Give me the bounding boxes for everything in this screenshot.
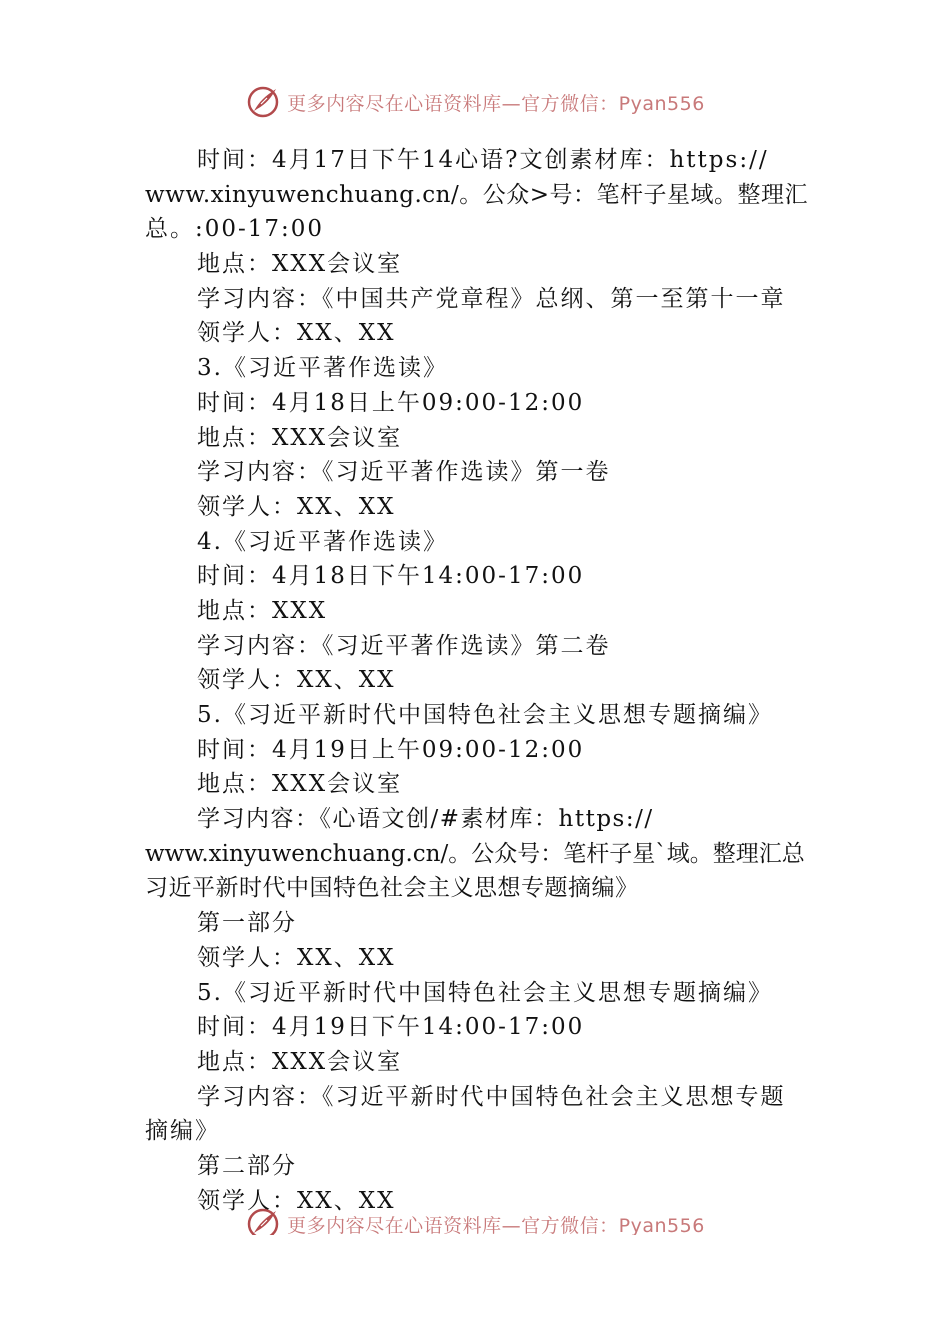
quill-circle-logo-icon <box>245 1206 281 1235</box>
paragraph-line: 总。:00-17:00 <box>145 216 325 243</box>
paragraph-line: 摘编》 <box>145 1118 220 1145</box>
section-heading: 5.《习近平新时代中国特色社会主义思想专题摘编》 <box>197 979 773 1006</box>
paragraph-line: 领学人：XX、XX <box>197 667 396 694</box>
paragraph-line: 领学人：XX、XX <box>197 1187 396 1214</box>
paragraph-line: 时间：4月19日上午09:00-12:00 <box>197 736 585 763</box>
paragraph-line: 学习内容：《中国共产党章程》总纲、第一至第十一章 <box>197 285 786 312</box>
paragraph-line: 学习内容：《习近平著作选读》第二卷 <box>197 632 611 659</box>
paragraph-line: www.xinyuwenchuang.cn/。公众>号：笔杆子星域。整理汇 <box>145 181 808 208</box>
paragraph-line: 地点：XXX会议室 <box>197 771 403 798</box>
paragraph-line: 地点：XXX会议室 <box>197 1048 403 1075</box>
paragraph-line: 学习内容：《习近平著作选读》第一卷 <box>197 459 611 486</box>
paragraph-line: 领学人：XX、XX <box>197 493 396 520</box>
paragraph-line: 第二部分 <box>197 1152 297 1179</box>
paragraph-line: 地点：XXX <box>197 597 328 624</box>
section-heading: 4.《习近平著作选读》 <box>197 528 448 555</box>
section-heading: 5.《习近平新时代中国特色社会主义思想专题摘编》 <box>197 702 773 728</box>
paragraph-line: 时间：4月18日下午14:00-17:00 <box>197 563 585 590</box>
paragraph-line: 领学人：XX、XX <box>197 320 396 347</box>
paragraph-line: 习近平新时代中国特色社会主义思想专题摘编》 <box>145 875 639 902</box>
section-heading: 3.《习近平著作选读》 <box>197 355 448 382</box>
paragraph-line: 学习内容：《习近平新时代中国特色社会主义思想专题 <box>197 1083 786 1110</box>
quill-circle-logo-icon <box>245 84 281 120</box>
document-body <box>145 143 808 1218</box>
paragraph-line: 地点：XXX会议室 <box>197 424 403 451</box>
paragraph-line: 领学人：XX、XX <box>197 944 396 971</box>
paragraph-line: 学习内容：《心语文创/#素材库：https:// <box>197 806 654 833</box>
watermark-footer <box>0 1201 950 1235</box>
paragraph-line: 时间：4月19日下午14:00-17:00 <box>197 1014 585 1041</box>
paragraph-line: 时间：4月17日下午14心语?文创素材库：https:// <box>197 147 769 173</box>
paragraph-line: 地点：XXX会议室 <box>197 251 403 278</box>
paragraph-line: 第一部分 <box>197 910 297 937</box>
watermark-text: 更多内容尽在心语资料库—官方微信：Pyan556 <box>287 92 705 115</box>
paragraph-line: www.xinyuwenchuang.cn/。公众号：笔杆子星`域。整理汇总 <box>145 840 805 867</box>
paragraph-line: 时间：4月18日上午09:00-12:00 <box>197 389 585 416</box>
watermark-text: 更多内容尽在心语资料库—官方微信：Pyan556 <box>287 1214 705 1235</box>
watermark-header <box>0 82 950 122</box>
